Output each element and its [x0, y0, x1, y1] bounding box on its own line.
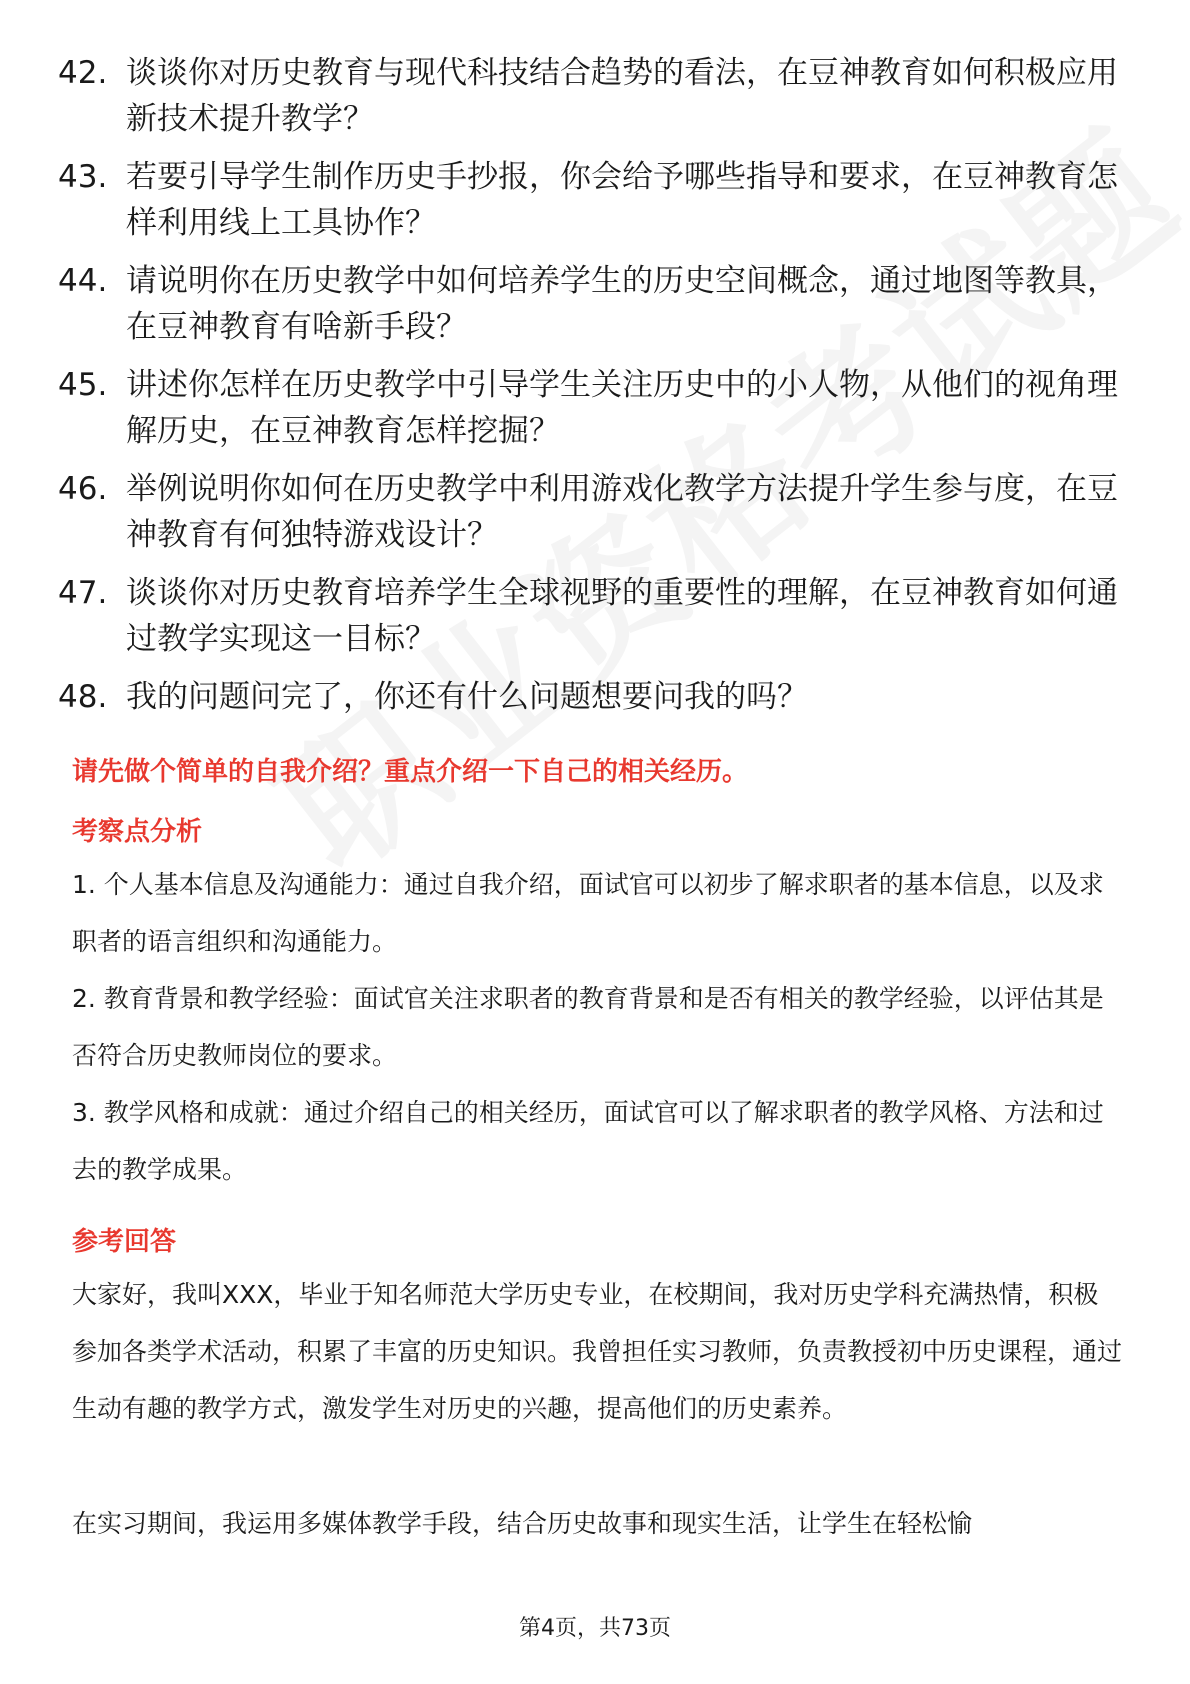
page-number: 第4页，共73页 — [519, 1616, 671, 1641]
question-number: 42. — [58, 55, 108, 91]
question-item — [58, 154, 1118, 246]
question-number: 47. — [58, 575, 108, 611]
analysis-heading: 考察点分析 — [72, 817, 203, 847]
analysis-point: 3. 教学风格和成就：通过介绍自己的相关经历，面试官可以了解求职者的教学风格、方法和过去的教学成果。 — [72, 1098, 1104, 1184]
question-text: 举例说明你如何在历史教学中利用游戏化教学方法提升学生参与度，在豆神教育有何独特游戏设计？ — [126, 471, 1118, 553]
intro-question: 请先做个简单的自我介绍？重点介绍一下自己的相关经历。 — [72, 757, 749, 787]
analysis-point: 2. 教育背景和教学经验：面试官关注求职者的教育背景和是否有相关的教学经验，以评估其是否符合历史教师岗位的要求。 — [72, 984, 1104, 1070]
question-number: 45. — [58, 367, 108, 403]
question-text: 请说明你在历史教学中如何培养学生的历史空间概念，通过地图等教具，在豆神教育有啥新手段？ — [126, 263, 1118, 345]
question-text: 我的问题问完了，你还有什么问题想要问我的吗？ — [126, 679, 808, 715]
question-number: 46. — [58, 471, 108, 507]
analysis-section — [72, 812, 1122, 1198]
question-list — [58, 50, 1118, 732]
intro-question-section — [72, 752, 1122, 792]
question-item — [58, 466, 1118, 558]
question-number: 44. — [58, 263, 108, 299]
question-item — [58, 258, 1118, 350]
question-text: 谈谈你对历史教育培养学生全球视野的重要性的理解，在豆神教育如何通过教学实现这一目标？ — [126, 575, 1118, 657]
question-item — [58, 362, 1118, 454]
answer-paragraph: 在实习期间，我运用多媒体教学手段，结合历史故事和现实生活，让学生在轻松愉 — [72, 1509, 973, 1538]
question-text: 若要引导学生制作历史手抄报，你会给予哪些指导和要求，在豆神教育怎样利用线上工具协作？ — [126, 159, 1118, 241]
answer-section — [72, 1222, 1122, 1552]
analysis-point: 1. 个人基本信息及沟通能力：通过自我介绍，面试官可以初步了解求职者的基本信息，以及求职者的语言组织和沟通能力。 — [72, 870, 1104, 956]
answer-paragraph: 大家好，我叫XXX，毕业于知名师范大学历史专业，在校期间，我对历史学科充满热情，积极参加各类学术活动，积累了丰富的历史知识。我曾担任实习教师，负责教授初中历史课程，通过生动有趣的教学方式，激发学生对历史的兴趣，提高他们的历史素养。 — [72, 1280, 1123, 1423]
question-text: 讲述你怎样在历史教学中引导学生关注历史中的小人物，从他们的视角理解历史，在豆神教育怎样挖掘？ — [126, 367, 1118, 449]
answer-heading: 参考回答 — [72, 1227, 177, 1257]
question-item — [58, 570, 1118, 662]
question-number: 43. — [58, 159, 108, 195]
question-item — [58, 674, 1118, 720]
question-item — [58, 50, 1118, 142]
question-number: 48. — [58, 679, 108, 715]
question-text: 谈谈你对历史教育与现代科技结合趋势的看法，在豆神教育如何积极应用新技术提升教学？ — [126, 55, 1118, 137]
